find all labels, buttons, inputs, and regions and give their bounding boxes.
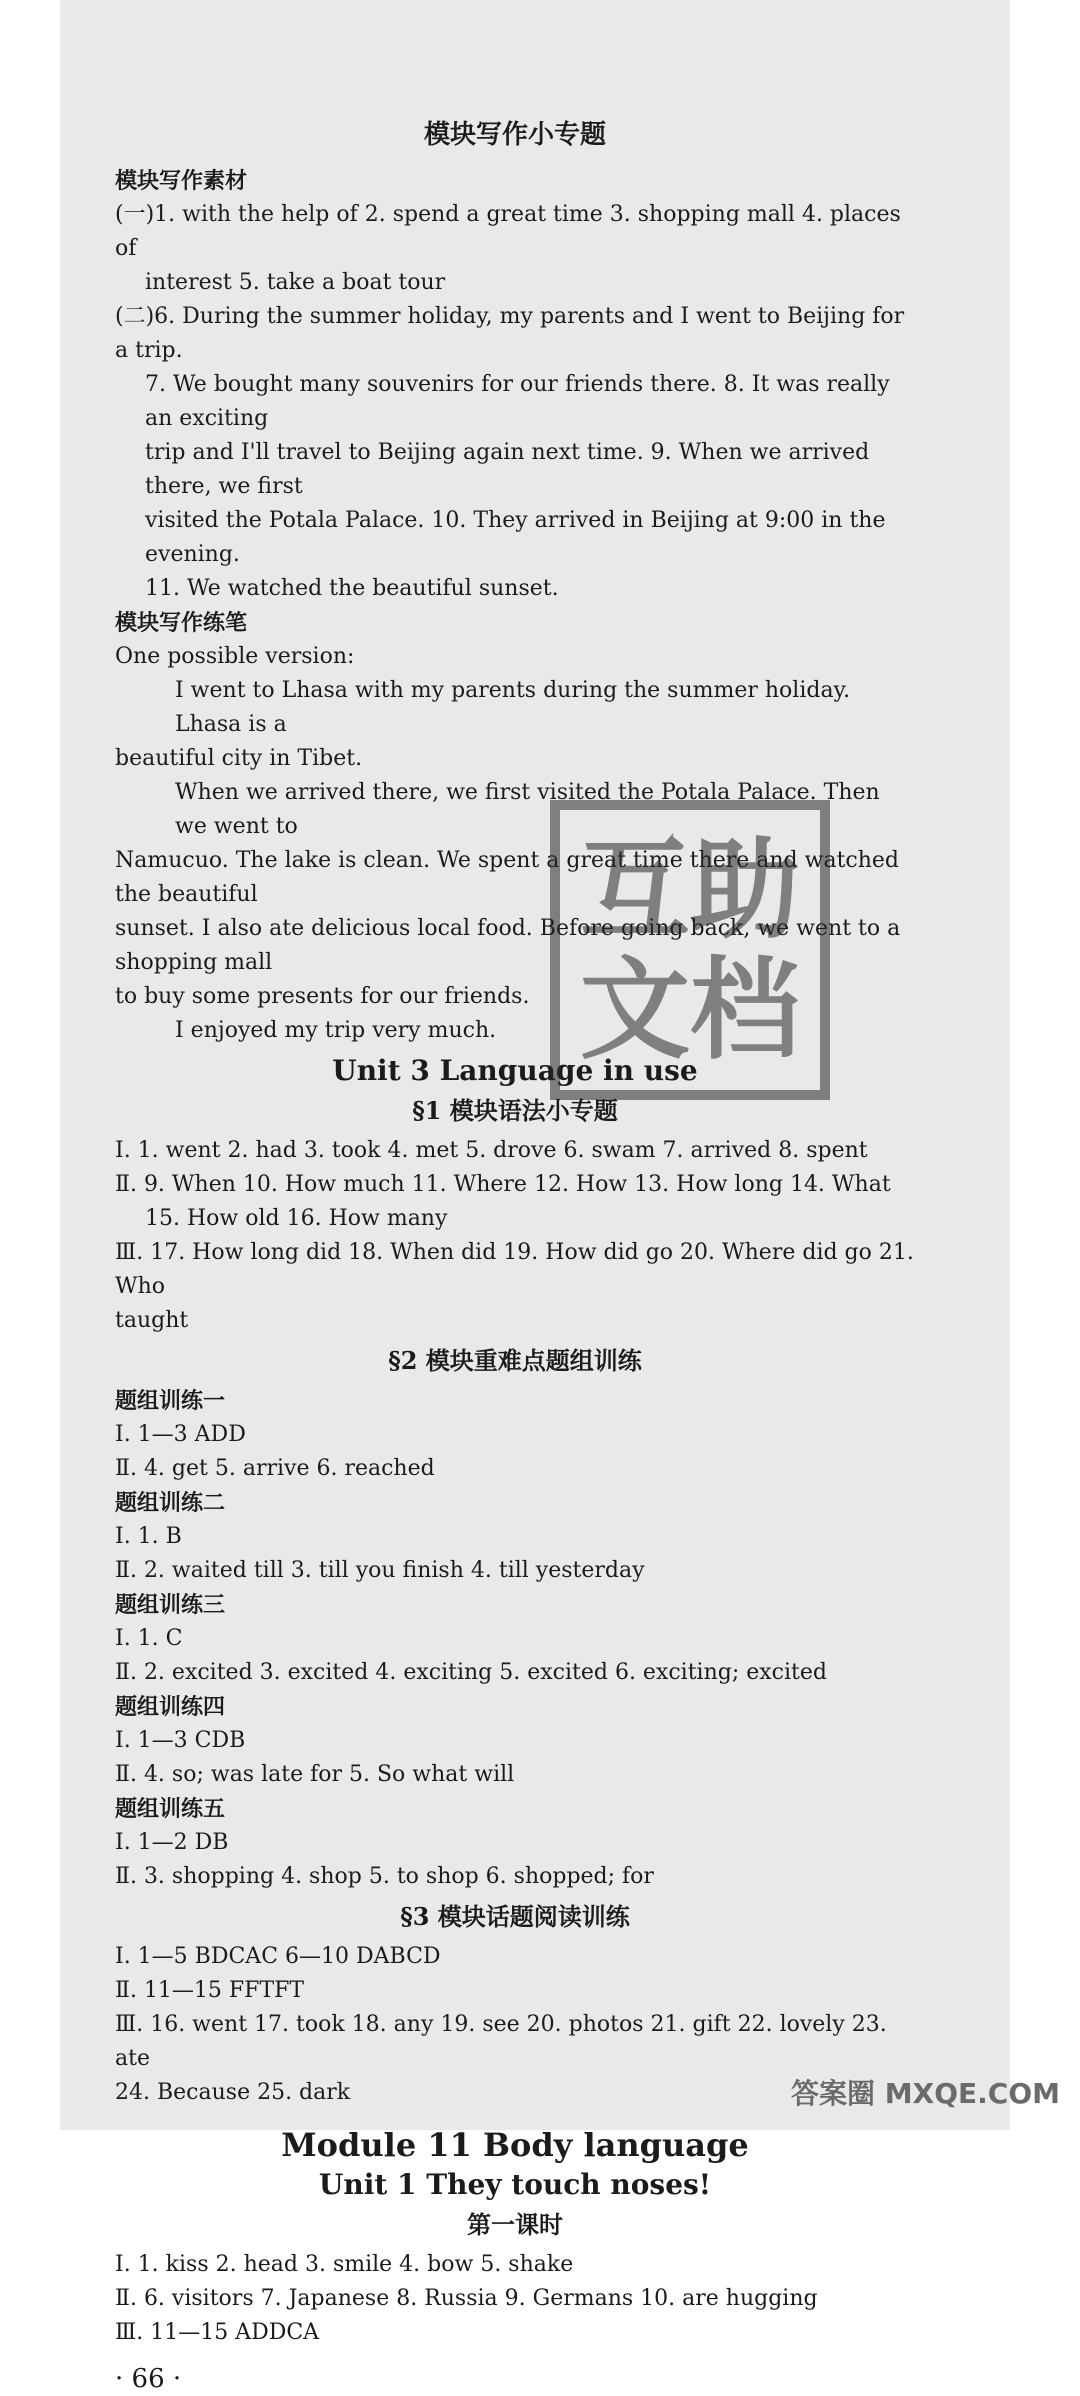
- answer-line: 15. How old 16. How many: [145, 1206, 448, 1231]
- lesson-heading: 第一课时: [467, 2210, 563, 2239]
- unit1-title: Unit 1 They touch noses!: [318, 2168, 712, 2201]
- material-line: (一)1. with the help of 2. spend a great time 3. shopping mall 4. places of: [115, 202, 901, 261]
- practice-line: I went to Lhasa with my parents during the summer holiday. Lhasa is a: [175, 678, 851, 737]
- material-line: interest 5. take a boat tour: [145, 270, 446, 295]
- practice-label: 模块写作练笔: [115, 610, 248, 636]
- answer-line: Ⅰ. 1. kiss 2. head 3. smile 4. bow 5. shake: [115, 2252, 574, 2277]
- section-heading: §1 模块语法小专题: [412, 1096, 618, 1125]
- answer-line: Ⅰ. 1—3 CDB: [115, 1728, 246, 1753]
- answer-line: Ⅰ. 1. B: [115, 1524, 182, 1549]
- answer-line: Ⅱ. 4. get 5. arrive 6. reached: [115, 1456, 435, 1481]
- answer-line: Ⅲ. 16. went 17. took 18. any 19. see 20. photos 21. gift 22. lovely 23. ate: [115, 2012, 887, 2071]
- answer-line: Ⅱ. 11—15 FFTFT: [115, 1978, 305, 2003]
- answer-line: Ⅱ. 2. waited till 3. till you finish 4. till yesterday: [115, 1558, 645, 1583]
- practice-line: Namucuo. The lake is clean. We spent a great time there and watched the beautiful: [115, 848, 900, 907]
- answer-line: Ⅰ. 1—5 BDCAC 6—10 DABCD: [115, 1944, 441, 1969]
- answer-line: Ⅰ. 1—2 DB: [115, 1830, 229, 1855]
- section-heading: §2 模块重难点题组训练: [388, 1346, 642, 1375]
- answer-line: Ⅰ. 1. went 2. had 3. took 4. met 5. drove 6. swam 7. arrived 8. spent: [115, 1138, 868, 1163]
- material-line: 7. We bought many souvenirs for our friends there. 8. It was really an exciting: [145, 372, 890, 431]
- material-label: 模块写作素材: [115, 168, 248, 194]
- stamp-watermark: 互助文档: [550, 800, 830, 1100]
- practice-intro: One possible version:: [115, 644, 355, 669]
- module-title: Module 11 Body language: [281, 2126, 749, 2164]
- group-label: 题组训练五: [115, 1796, 226, 1822]
- answer-line: Ⅰ. 1—3 ADD: [115, 1422, 246, 1447]
- answer-line: Ⅰ. 1. C: [115, 1626, 183, 1651]
- practice-line: When we arrived there, we first visited the Potala Palace. Then we went to: [175, 780, 880, 839]
- group-label: 题组训练三: [115, 1592, 226, 1618]
- answer-line: Ⅱ. 4. so; was late for 5. So what will: [115, 1762, 515, 1787]
- answer-line: 24. Because 25. dark: [115, 2080, 351, 2105]
- practice-line: I enjoyed my trip very much.: [175, 1018, 497, 1043]
- material-line: 11. We watched the beautiful sunset.: [145, 576, 559, 601]
- page-title: 模块写作小专题: [423, 120, 606, 150]
- answer-line: Ⅱ. 9. When 10. How much 11. Where 12. How 13. How long 14. What: [115, 1172, 891, 1197]
- answer-content: [115, 110, 915, 2396]
- answer-line: Ⅱ. 6. visitors 7. Japanese 8. Russia 9. Germans 10. are hugging: [115, 2286, 818, 2311]
- group-label: 题组训练一: [115, 1388, 226, 1414]
- site-watermark: 答案圈 MXQE.COM: [791, 2077, 1060, 2110]
- answer-line: Ⅱ. 3. shopping 4. shop 5. to shop 6. shopped; for: [115, 1864, 654, 1889]
- answer-line: Ⅱ. 2. excited 3. excited 4. exciting 5. excited 6. exciting; excited: [115, 1660, 827, 1685]
- material-line: (二)6. During the summer holiday, my parents and I went to Beijing for a trip.: [115, 304, 905, 363]
- material-line: trip and I'll travel to Beijing again next time. 9. When we arrived there, we first: [145, 440, 870, 499]
- practice-line: beautiful city in Tibet.: [115, 746, 363, 771]
- practice-line: sunset. I also ate delicious local food. Before going back, we went to a shopping mall: [115, 916, 901, 975]
- practice-line: to buy some presents for our friends.: [115, 984, 530, 1009]
- group-label: 题组训练二: [115, 1490, 226, 1516]
- answer-line: taught: [115, 1308, 189, 1333]
- unit3-title: Unit 3 Language in use: [332, 1054, 698, 1087]
- section-heading: §3 模块话题阅读训练: [400, 1902, 630, 1931]
- group-label: 题组训练四: [115, 1694, 226, 1720]
- answer-line: Ⅲ. 11—15 ADDCA: [115, 2320, 320, 2345]
- material-line: visited the Potala Palace. 10. They arrived in Beijing at 9:00 in the evening.: [145, 508, 886, 567]
- answer-line: Ⅲ. 17. How long did 18. When did 19. How did go 20. Where did go 21. Who: [115, 1240, 914, 1299]
- page-number: · 66 ·: [115, 2364, 182, 2394]
